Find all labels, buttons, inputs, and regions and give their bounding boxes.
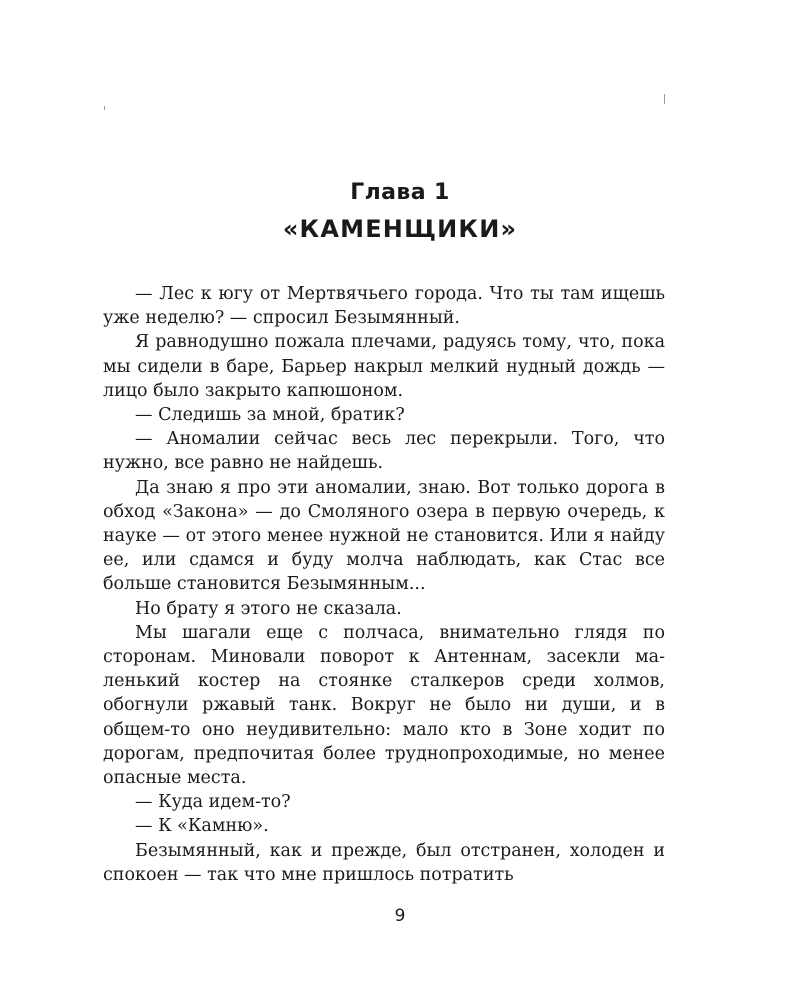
- crop-mark-left: [104, 106, 105, 110]
- chapter-heading: [0, 177, 800, 247]
- paragraph: — Следишь за мной, братик?: [135, 405, 405, 426]
- chapter-number: Глава 1: [350, 180, 450, 205]
- paragraph: Да знаю я про эти аномалии, знаю. Вот только дорога в обход «Закона» — до Смоляного озера в первую очередь, к науке — от этого менее нужной не становится. Или я найду ее, или сдамся и буду молча наблюдать, как Стас все больше становится Безымянным...: [103, 477, 665, 595]
- paragraph: Я равнодушно пожала плечами, радуясь тому, что, пока мы сидели в баре, Барьер накрыл мелкий нудный дождь — лицо было закрыто капюшоном.: [103, 332, 665, 401]
- crop-mark-right: [664, 94, 665, 104]
- paragraph: Но брату я этого не сказала.: [135, 598, 402, 619]
- paragraph: Мы шагали еще с полчаса, внимательно глядя по сторонам. Миновали поворот к Антеннам, засекли маленький костер на стоянке сталкеров среди холмов, обогнули ржавый танк. Вокруг не было ни души, и в общем-то оно неудивительно: мало кто в Зоне ходит по дорогам, предпочитая более труднопроходимые, но менее опасные места.: [103, 622, 665, 789]
- paragraph: — Лес к югу от Мертвячьего города. Что ты там ищешь уже неделю? — спросил Безымянный.: [103, 284, 665, 329]
- paragraph: Безымянный, как и прежде, был отстранен, холоден и спокоен — так что мне пришлось потратить: [103, 840, 665, 885]
- chapter-title: «КАМЕНЩИКИ»: [282, 215, 518, 243]
- paragraph: — К «Камню».: [135, 816, 269, 837]
- body-text: [103, 282, 665, 887]
- page-number: 9: [394, 906, 406, 926]
- paragraph: — Аномалии сейчас весь лес перекрыли. Того, что нужно, все равно не найдешь.: [103, 429, 665, 474]
- paragraph: — Куда идем-то?: [135, 792, 291, 813]
